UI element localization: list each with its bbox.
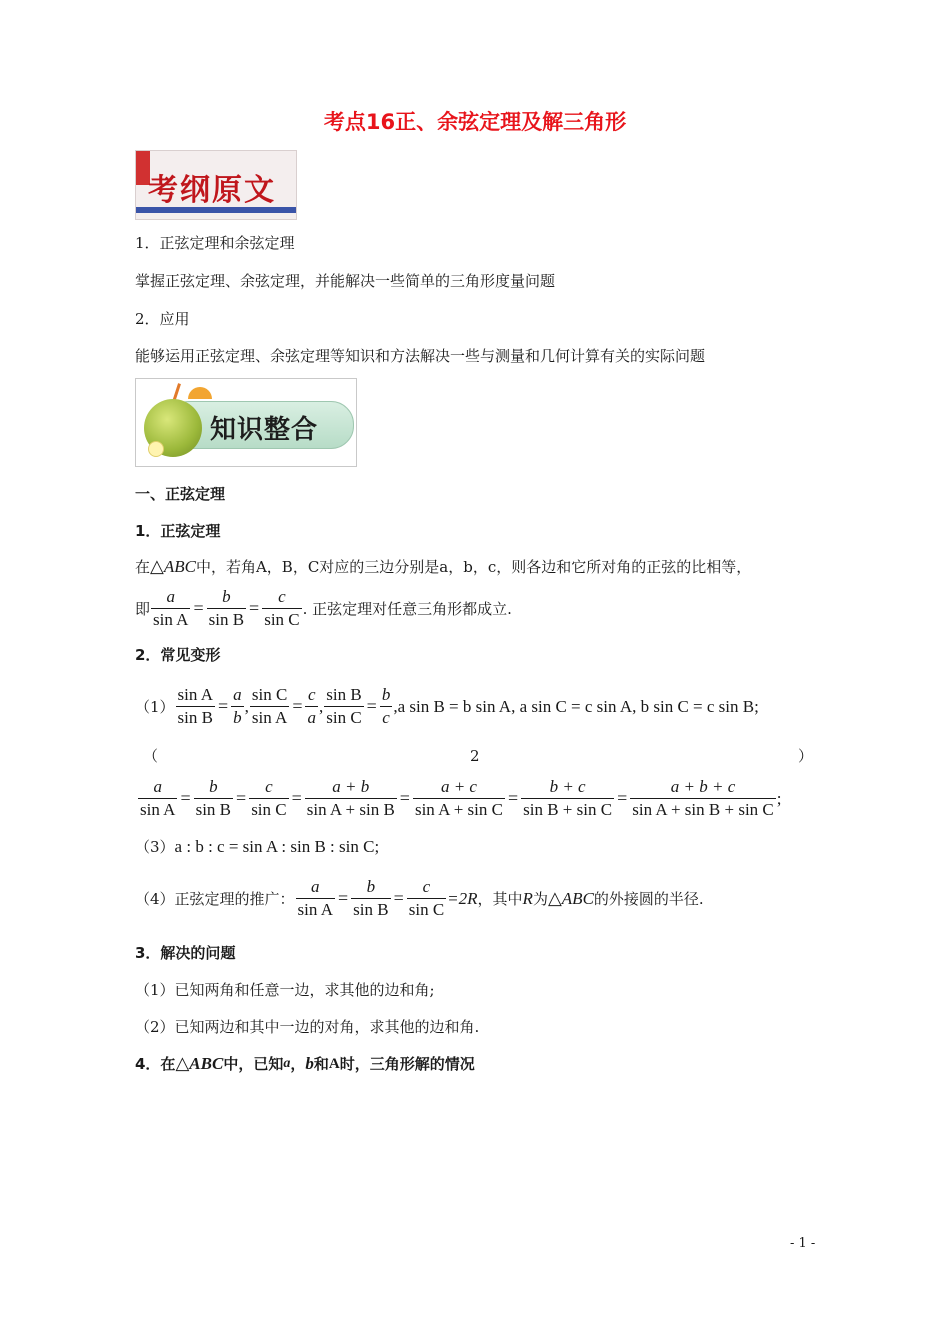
- outline-item2-text: 能够运用正弦定理、余弦定理等知识和方法解决一些与测量和几何计算有关的实际问题: [135, 347, 706, 365]
- outline-item1-text: 掌握正弦定理、余弦定理，并能解决一些简单的三角形度量问题: [135, 272, 556, 290]
- formula-suffix: . 正弦定理对任意三角形都成立.: [302, 599, 512, 618]
- sine-law-intro: [135, 557, 751, 577]
- subsection-4-heading: 4．在 △ ABC 中，已知 a ， b 和 A 时，三角形解的情况: [135, 1053, 475, 1074]
- flower-icon: [148, 441, 164, 457]
- umbrella-icon: [188, 387, 212, 399]
- fraction-a-sinA: $\frac{a}{\text{sin A}}$: [153, 587, 189, 629]
- formula-prefix: 即: [135, 599, 151, 618]
- outline-banner: [135, 150, 297, 220]
- intro-text: 中，若角A，B，C对应的三边分别是a，b，c，则各边和它所对角的正弦的比相等，: [195, 558, 752, 576]
- triangle-name: ABC: [163, 557, 196, 576]
- variant-2: $\frac{a}{\text{sin A}}$ = $\frac{b}{\text{sin B}}$ = $\frac{c}{\text{sin C}}$ = $\frac{a + b}{\text{sin A + sin B}}$ = $\frac{a + c}{\text{sin A + sin C}}$ = $\frac{b + c}{\text{sin B + sin C}}$ = $\frac{a + b + c}{\text{sin A + sin B + sin C}}$ ;: [140, 777, 782, 819]
- variant-1: （1） $\frac{\text{sin A}}{\text{sin B}}$ = $\frac{a}{b}$ , $\frac{\text{sin C}}{\text{sin A}}$ = $\frac{c}{a}$ , $\frac{\text{sin B}}{\text{sin C}}$ = $\frac{b}{c}$ ,a sin B = b sin A, a sin C = c sin A, b sin C = c sin B;: [135, 685, 759, 727]
- outline-item2-heading: 2．应用: [135, 310, 190, 328]
- fraction-c-sinC: $\frac{c}{\text{sin C}}$: [264, 587, 300, 629]
- subsection-1-heading: 1．正弦定理: [135, 522, 221, 540]
- page-title: 考点16正、余弦定理及解三角形: [323, 110, 627, 134]
- page-number: - 1 -: [790, 1236, 816, 1251]
- outline-item1-heading: 1．正弦定理和余弦定理: [135, 234, 295, 252]
- problem-item-1: （1）已知两角和任意一边，求其他的边和角;: [135, 981, 435, 999]
- outline-banner-label: 考纲原文: [148, 173, 276, 208]
- problem-item-2: （2）已知两边和其中一边的对角，求其他的边和角.: [135, 1018, 480, 1036]
- subsection-2-heading: 2．常见变形: [135, 646, 221, 664]
- fraction-b-sinB: $\frac{b}{\text{sin B}}$: [208, 587, 245, 629]
- knowledge-banner: [135, 378, 357, 467]
- subsection-3-heading: 3．解决的问题: [135, 944, 236, 962]
- variant-2-number: 2: [470, 747, 480, 765]
- intro-prefix: 在: [135, 558, 151, 576]
- variant-3: （3） a : b : c = sin A : sin B : sin C;: [135, 837, 380, 856]
- variant-2-close: ）: [798, 747, 814, 765]
- knowledge-banner-label: 知识整合: [210, 415, 319, 445]
- variant-4: （4）正弦定理的推广： $\frac{a}{\text{sin A}}$ = $\frac{b}{\text{sin B}}$ = $\frac{c}{\text{sin C}}$ =2R ，其中 R 为 △ ABC 的外接圆的半径.: [135, 877, 704, 919]
- variant-2-open: （: [143, 747, 159, 765]
- sine-law-formula: 即 $\frac{a}{\text{sin A}}$ = $\frac{b}{\text{sin B}}$ = $\frac{c}{\text{sin C}}$ . 正弦定理对任意三角形都成立.: [135, 587, 512, 629]
- section-heading: 一、正弦定理: [135, 485, 226, 503]
- triangle-symbol: △: [150, 556, 164, 577]
